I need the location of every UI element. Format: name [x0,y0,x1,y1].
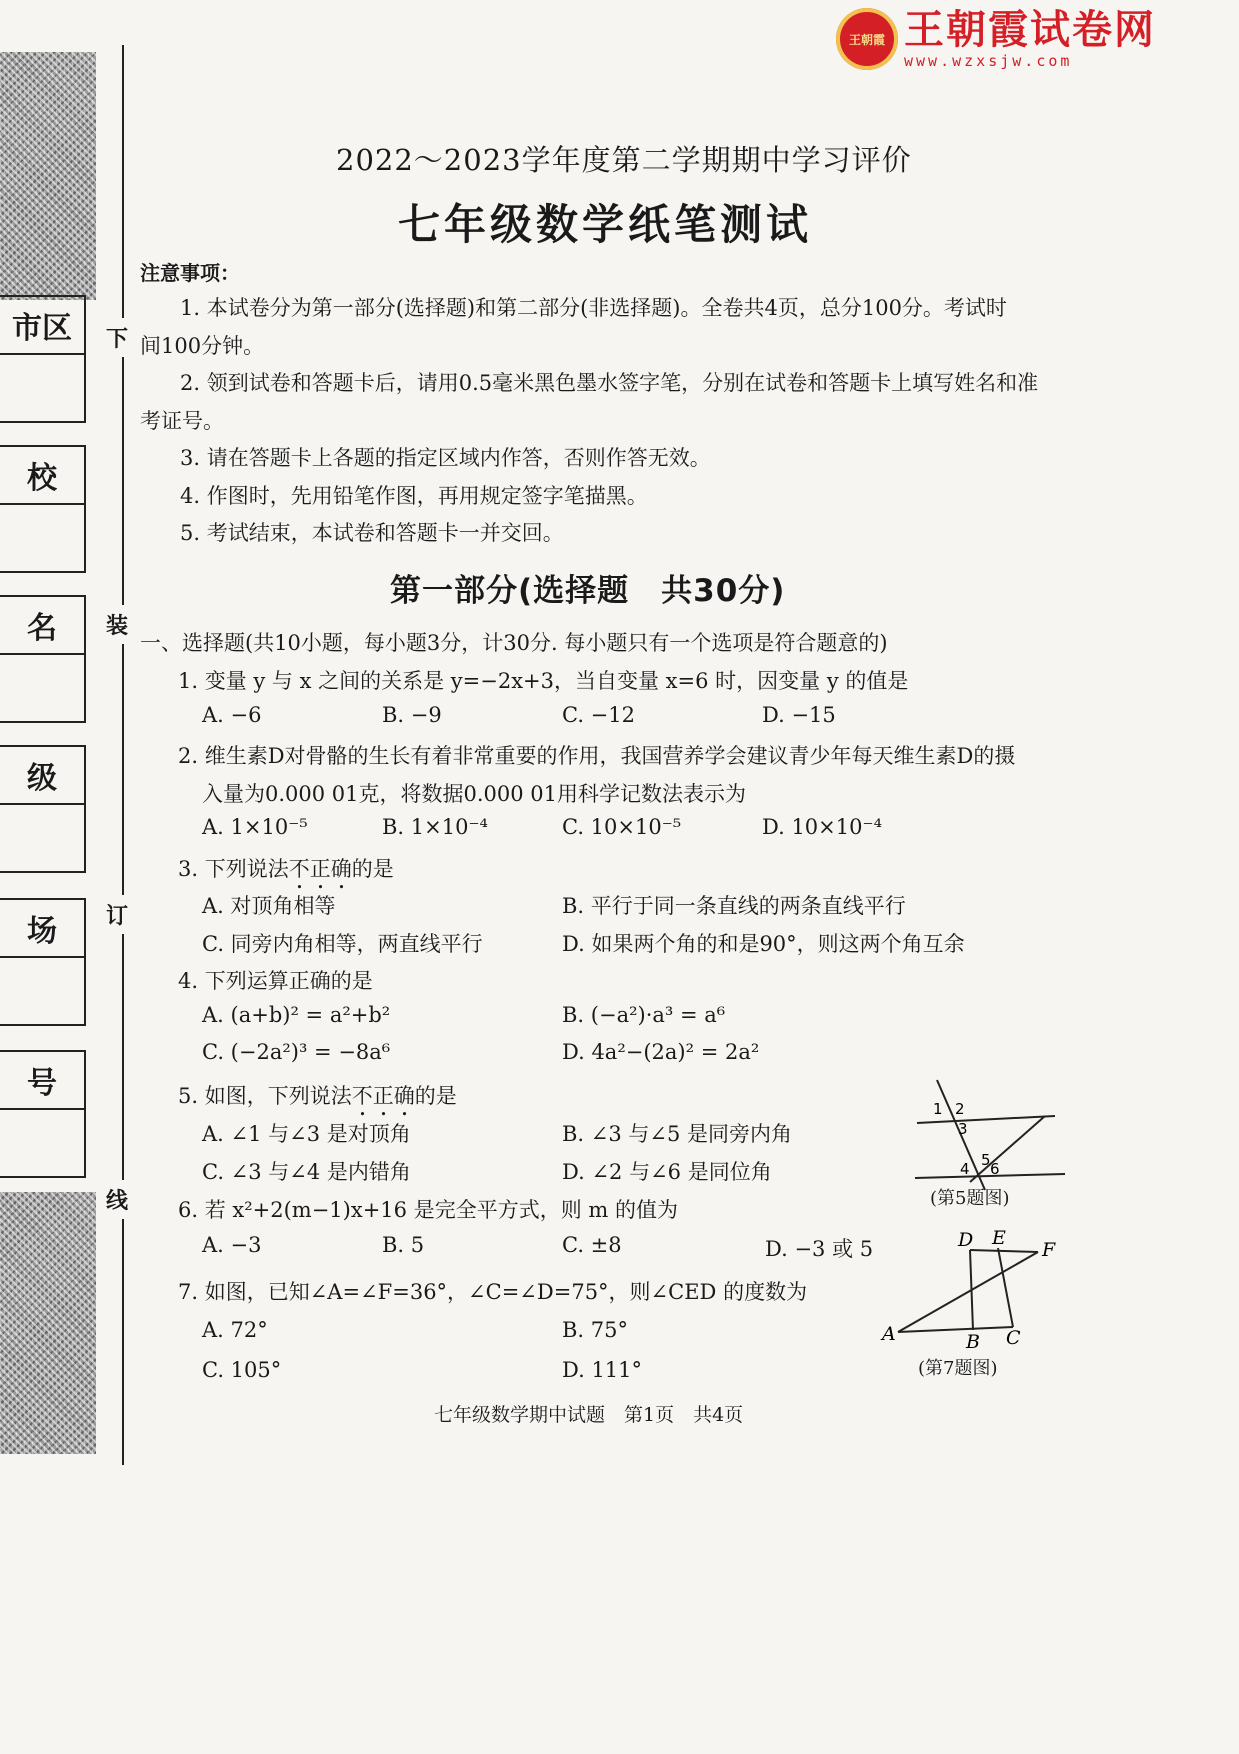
figure-7-caption: (第7题图) [918,1358,998,1379]
part1-instruction: 一、选择题(共10小题，每小题3分，计30分. 每小题只有一个选项是符合题意的) [140,631,888,655]
note-line: 考证号。 [140,409,224,433]
option: C. 同旁内角相等，两直线平行 [202,932,483,956]
option: D. 111° [562,1358,643,1382]
option: A. ∠1 与∠3 是对顶角 [202,1122,411,1146]
point-label: B [966,1331,980,1353]
page-footer: 七年级数学期中试题 第1页 共4页 [434,1404,744,1426]
segment-ac [898,1327,1013,1332]
segment-df [970,1250,1038,1252]
option: D. −15 [762,703,836,727]
binding-noise-top [0,52,96,300]
option: C. 10×10⁻⁵ [562,815,682,839]
field-box-city [0,295,86,423]
note-line: 3. 请在答题卡上各题的指定区域内作答，否则作答无效。 [180,446,711,470]
angle-label: 4 [960,1160,970,1178]
binding-line [122,45,124,1465]
binding-mark: 下 [106,318,128,357]
option: B. −9 [382,703,442,727]
field-label: 场 [0,900,84,958]
option: C. ∠3 与∠4 是内错角 [202,1160,411,1184]
field-label: 号 [0,1052,84,1110]
figure-5 [905,1070,1080,1195]
field-label: 名 [0,597,84,655]
option: B. (−a²)·a³ = a⁶ [562,1003,726,1027]
field-box-number [0,1050,86,1178]
field-box-school [0,445,86,573]
point-label: A [882,1323,896,1345]
question-6: 6. 若 x²+2(m−1)x+16 是完全平方式，则 m 的值为 [178,1198,678,1222]
point-label: F [1042,1239,1056,1261]
question-5: 5. 如图，下列说法不正确的是 [178,1084,457,1108]
point-label: C [1006,1327,1021,1349]
transversal-right [970,1116,1045,1182]
field-label: 市区 [0,297,84,355]
binding-mark: 装 [106,605,128,644]
angle-label: 2 [955,1100,965,1118]
option: B. 平行于同一条直线的两条直线平行 [562,894,906,918]
segment-af [898,1252,1038,1332]
option: A. 72° [202,1318,268,1342]
exam-subtitle: 七年级数学纸笔测试 [398,200,813,249]
binding-mark: 订 [106,895,128,934]
option: C. ±8 [562,1233,622,1257]
site-logo [836,8,1156,70]
field-box-room [0,898,86,1026]
option: D. −3 或 5 [765,1237,874,1261]
point-label: E [992,1230,1006,1249]
option: A. 1×10⁻⁵ [202,815,308,839]
part1-title: 第一部分(选择题 共30分) [390,573,786,609]
option: D. 10×10⁻⁴ [762,815,882,839]
emphasis: 不正确 [351,1084,415,1108]
hidden-guide [898,1248,998,1332]
exam-title: 2022～2023学年度第二学期期中学习评价 [336,143,912,177]
brand-url: www.wzxsjw.com [904,52,1073,70]
note-line: 4. 作图时，先用铅笔作图，再用规定签字笔描黑。 [180,484,648,508]
option: B. 75° [562,1318,629,1342]
option: B. ∠3 与∠5 是同旁内角 [562,1122,793,1146]
angle-label: 1 [933,1100,943,1118]
notes-heading: 注意事项： [140,261,240,285]
question-2: 2. 维生素D对骨骼的生长有着非常重要的作用，我国营养学会建议青少年每天维生素D的摄 [178,744,1016,768]
option: B. 1×10⁻⁴ [382,815,488,839]
option: A. 对顶角相等 [202,894,336,918]
question-4: 4. 下列运算正确的是 [178,969,373,993]
brand-name: 王朝霞试卷网 [904,7,1156,53]
option: A. (a+b)² = a²+b² [202,1003,391,1027]
option: D. 4a²−(2a)² = 2a² [562,1040,760,1064]
option: C. 105° [202,1358,282,1382]
note-line: 2. 领到试卷和答题卡后，请用0.5毫米黑色墨水签字笔，分别在试卷和答题卡上填写姓名和准 [180,371,1039,395]
option: B. 5 [382,1233,425,1257]
emphasis: 不正确 [288,857,352,881]
question-2-cont: 入量为0.000 01克，将数据0.000 01用科学记数法表示为 [202,782,747,806]
binding-noise-bottom [0,1192,96,1454]
angle-label: 5 [981,1151,991,1169]
note-line: 5. 考试结束，本试卷和答题卡一并交回。 [180,521,564,545]
option: A. −3 [202,1233,262,1257]
angle-label: 3 [958,1120,968,1138]
option: D. ∠2 与∠6 是同位角 [562,1160,772,1184]
option: C. −12 [562,703,635,727]
note-line: 间100分钟。 [140,334,265,358]
seal-icon: 王朝霞 [836,8,898,70]
field-box-class [0,745,86,873]
figure-5-caption: (第5题图) [930,1188,1010,1209]
note-line: 1. 本试卷分为第一部分(选择题)和第二部分(非选择题)。全卷共4页，总分100分。考试时 [180,296,1007,320]
segment-ec [998,1248,1013,1327]
option: D. 如果两个角的和是90°，则这两个角互余 [562,932,965,956]
angle-label: 6 [990,1160,1000,1178]
figure-7 [878,1230,1068,1355]
question-1: 1. 变量 y 与 x 之间的关系是 y=−2x+3，当自变量 x=6 时，因变量 y 的值是 [178,669,909,693]
option: C. (−2a²)³ = −8a⁶ [202,1040,391,1064]
option: A. −6 [202,703,262,727]
field-box-name [0,595,86,723]
point-label: D [958,1230,974,1251]
question-7: 7. 如图，已知∠A=∠F=36°，∠C=∠D=75°，则∠CED 的度数为 [178,1280,808,1304]
binding-mark: 线 [106,1180,128,1219]
field-label: 校 [0,447,84,505]
question-3: 3. 下列说法不正确的是 [178,857,394,881]
field-label: 级 [0,747,84,805]
